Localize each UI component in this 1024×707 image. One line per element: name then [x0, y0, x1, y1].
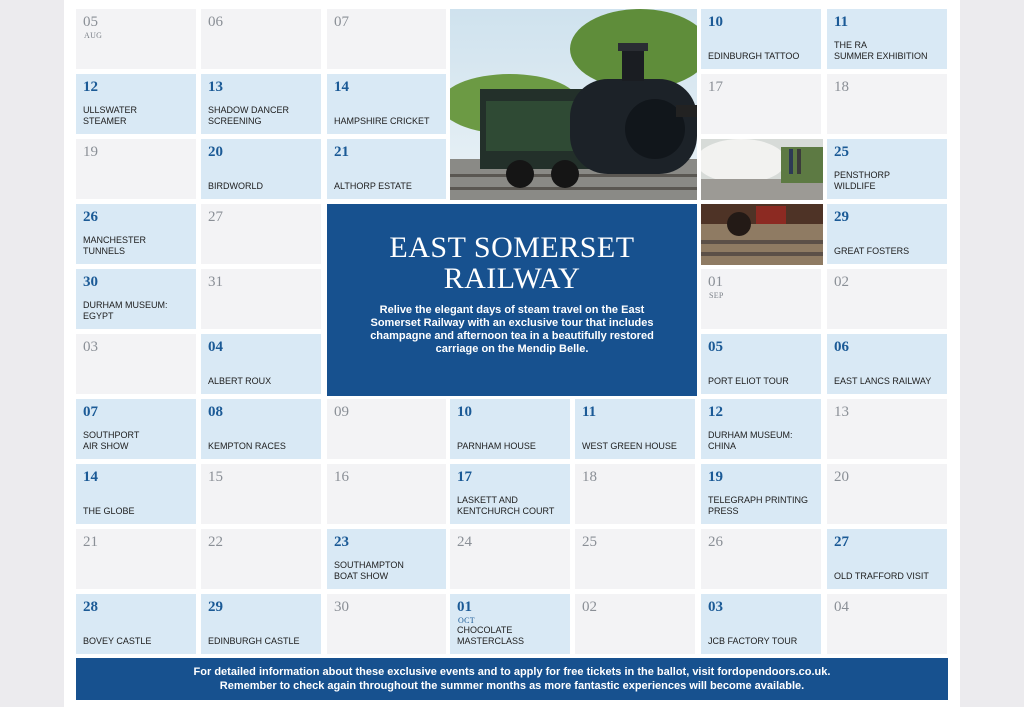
event-day-cell[interactable] — [201, 139, 321, 199]
day-cell — [327, 399, 446, 459]
day-cell — [327, 594, 446, 654]
day-number: 01 — [457, 599, 472, 615]
event-label: BIRDWORLD — [208, 181, 264, 191]
day-number: 15 — [208, 469, 223, 485]
day-number: 29 — [208, 599, 223, 615]
day-cell — [201, 529, 321, 589]
day-cell — [327, 9, 446, 69]
event-label: DURHAM MUSEUM: CHINA — [708, 430, 793, 451]
day-number: 12 — [83, 79, 98, 95]
event-label: THE GLOBE — [83, 506, 135, 516]
locomotive-photo — [450, 9, 697, 200]
day-number: 03 — [83, 339, 98, 355]
day-number: 26 — [83, 209, 98, 225]
day-cell — [327, 464, 446, 524]
day-number: 05 — [83, 14, 98, 30]
day-number: 06 — [208, 14, 223, 30]
day-cell — [827, 464, 947, 524]
event-day-cell[interactable] — [201, 334, 321, 394]
event-day-cell[interactable] — [76, 74, 196, 134]
day-number: 25 — [834, 144, 849, 160]
event-label: PORT ELIOT TOUR — [708, 376, 789, 386]
day-number: 30 — [334, 599, 349, 615]
event-label: JCB FACTORY TOUR — [708, 636, 798, 646]
day-number: 06 — [834, 339, 849, 355]
event-label: DURHAM MUSEUM: EGYPT — [83, 300, 168, 321]
event-label: ULLSWATER STEAMER — [83, 105, 138, 126]
event-day-cell[interactable] — [327, 74, 446, 134]
event-label: LASKETT AND KENTCHURCH COURT — [457, 495, 555, 516]
day-number: 27 — [208, 209, 223, 225]
day-number: 24 — [457, 534, 472, 550]
day-number: 29 — [834, 209, 849, 225]
day-number: 13 — [208, 79, 223, 95]
day-cell — [201, 204, 321, 264]
day-number: 19 — [83, 144, 98, 160]
platform-photo — [701, 139, 823, 200]
day-cell — [201, 464, 321, 524]
day-cell — [575, 464, 695, 524]
day-number: 04 — [834, 599, 849, 615]
feature-title — [327, 232, 697, 294]
day-number: 18 — [834, 79, 849, 95]
day-cell — [701, 529, 821, 589]
day-number: 11 — [834, 14, 849, 30]
day-number: 16 — [334, 469, 349, 485]
event-label: WEST GREEN HOUSE — [582, 441, 677, 451]
event-label: MANCHESTER TUNNELS — [83, 235, 147, 256]
day-number: 19 — [708, 469, 723, 485]
feature-title-line2: RAILWAY — [443, 262, 581, 295]
day-number: 28 — [83, 599, 98, 615]
day-number: 18 — [582, 469, 597, 485]
day-number: 23 — [334, 534, 349, 550]
footer-text: For detailed information about these exclusive events and to apply for free tickets in the ballot, visit — [193, 666, 718, 678]
event-label: OLD TRAFFORD VISIT — [834, 571, 929, 581]
footer-link[interactable]: fordopendoors.co.uk — [717, 666, 828, 678]
event-day-cell[interactable] — [701, 594, 821, 654]
event-day-cell[interactable] — [701, 464, 821, 524]
day-cell — [827, 74, 947, 134]
day-number: 14 — [334, 79, 349, 95]
event-day-cell[interactable] — [701, 9, 821, 69]
event-day-cell[interactable] — [701, 334, 821, 394]
day-cell — [575, 594, 695, 654]
day-number: 11 — [582, 404, 597, 420]
day-cell — [76, 139, 196, 199]
day-number: 30 — [83, 274, 98, 290]
day-number: 10 — [457, 404, 472, 420]
day-number: 20 — [208, 144, 223, 160]
day-cell — [827, 269, 947, 329]
day-number: 21 — [334, 144, 349, 160]
event-label: THE RA SUMMER EXHIBITION — [834, 40, 928, 61]
event-day-cell[interactable] — [575, 399, 695, 459]
footer-period: . — [827, 666, 831, 678]
day-number: 12 — [708, 404, 723, 420]
day-cell — [201, 9, 321, 69]
day-cell — [76, 334, 196, 394]
event-day-cell[interactable] — [827, 139, 947, 199]
event-day-cell[interactable] — [827, 334, 947, 394]
event-label: EAST LANCS RAILWAY — [834, 376, 932, 386]
event-label: EDINBURGH TATTOO — [708, 51, 800, 61]
day-cell — [76, 9, 196, 69]
event-label: KEMPTON RACES — [208, 441, 286, 451]
day-number: 20 — [834, 469, 849, 485]
event-label: BOVEY CASTLE — [83, 636, 152, 646]
footer-line1 — [76, 665, 948, 679]
day-number: 02 — [582, 599, 597, 615]
day-number: 13 — [834, 404, 849, 420]
event-day-cell[interactable] — [201, 74, 321, 134]
day-number: 25 — [582, 534, 597, 550]
footer-banner — [76, 658, 948, 700]
day-number: 01 — [708, 274, 723, 290]
day-number: 14 — [83, 469, 98, 485]
event-label: HAMPSHIRE CRICKET — [334, 116, 430, 126]
event-label: PARNHAM HOUSE — [457, 441, 536, 451]
event-day-cell[interactable] — [76, 204, 196, 264]
month-label: OCT — [458, 616, 475, 625]
event-day-cell[interactable] — [450, 399, 570, 459]
day-number: 07 — [83, 404, 98, 420]
day-number: 02 — [834, 274, 849, 290]
event-day-cell[interactable] — [450, 464, 570, 524]
day-number: 04 — [208, 339, 223, 355]
day-number: 05 — [708, 339, 723, 355]
event-day-cell[interactable] — [827, 9, 947, 69]
calendar-page — [64, 0, 960, 707]
event-day-cell[interactable] — [76, 269, 196, 329]
feature-description: Relive the elegant days of steam travel on the East Somerset Railway with an exclusive tour that includes champagne and afternoon tea in a beautifully restored carriage on the Mendip Belle. — [370, 304, 654, 355]
event-label: PENSTHORP WILDLIFE — [834, 170, 891, 191]
day-number: 17 — [708, 79, 723, 95]
day-cell — [450, 529, 570, 589]
event-day-cell[interactable] — [201, 399, 321, 459]
month-label: SEP — [709, 291, 724, 300]
feature-title-line1: EAST SOMERSET — [389, 231, 635, 264]
event-label: CHOCOLATE MASTERCLASS — [457, 625, 525, 646]
event-label: ALTHORP ESTATE — [334, 181, 412, 191]
event-day-cell[interactable] — [327, 529, 446, 589]
day-number: 31 — [208, 274, 223, 290]
day-cell — [701, 74, 821, 134]
day-cell — [701, 269, 821, 329]
event-label: SOUTHAMPTON BOAT SHOW — [334, 560, 404, 581]
event-label: ALBERT ROUX — [208, 376, 272, 386]
day-number: 26 — [708, 534, 723, 550]
event-label: SHADOW DANCER SCREENING — [208, 105, 290, 126]
event-label: SOUTHPORT AIR SHOW — [83, 430, 140, 451]
event-label: EDINBURGH CASTLE — [208, 636, 300, 646]
feature-panel — [327, 204, 697, 396]
event-day-cell[interactable] — [450, 594, 570, 654]
day-number: 10 — [708, 14, 723, 30]
day-cell — [827, 594, 947, 654]
event-day-cell[interactable] — [327, 139, 446, 199]
day-number: 07 — [334, 14, 349, 30]
day-number: 03 — [708, 599, 723, 615]
event-day-cell[interactable] — [827, 529, 947, 589]
day-number: 21 — [83, 534, 98, 550]
day-number: 17 — [457, 469, 472, 485]
day-number: 08 — [208, 404, 223, 420]
day-cell — [827, 399, 947, 459]
event-day-cell[interactable] — [76, 594, 196, 654]
day-number: 27 — [834, 534, 849, 550]
month-label: AUG — [84, 31, 103, 40]
event-label: TELEGRAPH PRINTING PRESS — [708, 495, 809, 516]
event-day-cell[interactable] — [701, 399, 821, 459]
day-cell — [575, 529, 695, 589]
day-number: 22 — [208, 534, 223, 550]
footer-line2: Remember to check again throughout the summer months as more fantastic experiences will become available. — [219, 680, 805, 692]
day-cell — [201, 269, 321, 329]
day-number: 09 — [334, 404, 349, 420]
event-day-cell[interactable] — [76, 464, 196, 524]
event-day-cell[interactable] — [201, 594, 321, 654]
event-day-cell[interactable] — [76, 399, 196, 459]
wheels-photo — [701, 204, 823, 265]
event-label: GREAT FOSTERS — [834, 246, 910, 256]
event-day-cell[interactable] — [827, 204, 947, 264]
day-cell — [76, 529, 196, 589]
